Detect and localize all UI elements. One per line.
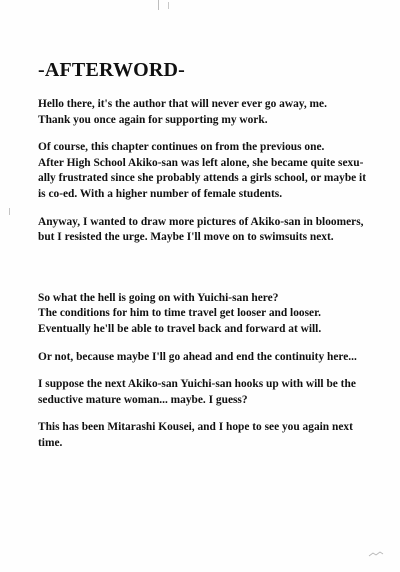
- text-line: Hello there, it's the author that will never ever go away, me.: [38, 98, 327, 110]
- afterword-body: [38, 97, 388, 464]
- scan-artifact: [368, 550, 384, 558]
- paragraph-next: [38, 377, 388, 408]
- paragraph-greeting: [38, 97, 388, 128]
- scan-artifact: [158, 0, 159, 10]
- text-line: This has been Mitarashi Kousei, and I hope to see you again next: [38, 421, 353, 434]
- text-line: is co-ed. With a higher number of female students.: [38, 187, 283, 200]
- text-line: Or not, because maybe I'll go ahead and end the continuity here...: [38, 350, 357, 363]
- text-line: So what the hell is going on with Yuichi-san here?: [38, 291, 279, 304]
- paragraph-yuichi: [38, 291, 388, 338]
- text-line: ally frustrated since she probably attends a girls school, or maybe it: [38, 172, 367, 185]
- scan-artifact: [9, 208, 10, 215]
- text-line: After High School Akiko-san was left alone, she became quite sexu-: [38, 156, 364, 169]
- text-line: Anyway, I wanted to draw more pictures of Akiko-san in bloomers,: [38, 215, 364, 228]
- paragraph-signoff: [38, 420, 388, 451]
- text-line: Thank you once again for supporting my work.: [38, 113, 268, 126]
- paragraph-continuity: [38, 350, 388, 366]
- paragraph-chapter: [38, 140, 388, 202]
- section-gap: [38, 258, 388, 291]
- scan-artifact: [168, 2, 169, 9]
- text-line: Of course, this chapter continues on from the previous one.: [38, 141, 325, 154]
- text-line: The conditions for him to time travel get looser and looser.: [38, 307, 321, 320]
- text-line: but I resisted the urge. Maybe I'll move on to swimsuits next.: [38, 231, 334, 244]
- text-line: time.: [38, 436, 63, 449]
- text-line: I suppose the next Akiko-san Yuichi-san hooks up with will be the: [38, 378, 356, 391]
- text-line: seductive mature woman... maybe. I guess?: [38, 393, 248, 406]
- text-line: Eventually he'll be able to travel back and forward at will.: [38, 322, 322, 335]
- page-title: -AFTERWORD-: [38, 59, 186, 81]
- paragraph-bloomers: [38, 215, 388, 246]
